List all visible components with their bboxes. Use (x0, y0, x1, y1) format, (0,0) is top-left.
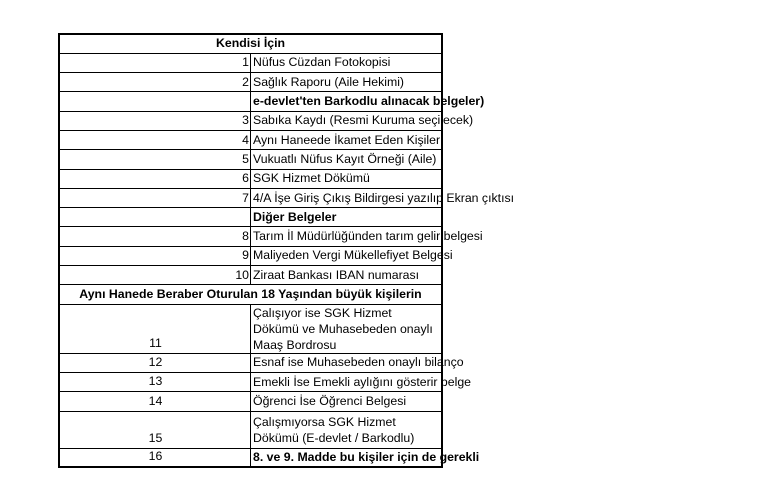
row-text: Çalışmıyorsa SGK Hizmet Dökümü (E-devlet / Barkodlu) (251, 411, 443, 448)
row-number-empty (59, 208, 251, 227)
row-text: Esnaf ise Muhasebeden onaylı bilanço (251, 353, 443, 372)
table-title: Kendisi İçin (59, 34, 442, 53)
table-row (59, 53, 442, 72)
row-text: 8. ve 9. Madde bu kişiler için de gerekli (251, 448, 443, 467)
row-number: 14 (59, 392, 251, 411)
section-header-household: Aynı Hanede Beraber Oturulan 18 Yaşından büyük kişilerin (59, 285, 442, 304)
table-row (59, 372, 442, 391)
row-number: 5 (59, 150, 251, 169)
table-row (59, 227, 442, 246)
table-row (59, 411, 442, 448)
row-number: 6 (59, 169, 251, 188)
row-text: Sağlık Raporu (Aile Hekimi) (251, 73, 443, 92)
row-text: Sabıka Kaydı (Resmi Kuruma seçilecek) (251, 111, 443, 130)
table-row (59, 392, 442, 411)
row-text: SGK Hizmet Dökümü (251, 169, 443, 188)
row-number: 7 (59, 188, 251, 207)
row-text: Öğrenci İse Öğrenci Belgesi (251, 392, 443, 411)
row-text: Maliyeden Vergi Mükellefiyet Belgesi (251, 246, 443, 265)
table-header-row (59, 34, 442, 53)
section-header-row (59, 285, 442, 304)
table-row (59, 73, 442, 92)
row-number: 13 (59, 372, 251, 391)
row-text: Tarım İl Müdürlüğünden tarım gelir belgesi (251, 227, 443, 246)
table-row (59, 246, 442, 265)
table-row (59, 353, 442, 372)
row-text: Aynı Haneede İkamet Eden Kişiler (251, 130, 443, 149)
table-row (59, 266, 442, 285)
table-row (59, 111, 442, 130)
row-text: Vukuatlı Nüfus Kayıt Örneği (Aile) (251, 150, 443, 169)
table-row (59, 130, 442, 149)
table-row (59, 304, 442, 353)
row-number: 11 (59, 304, 251, 353)
row-number: 9 (59, 246, 251, 265)
subheader-row (59, 208, 442, 227)
table-row (59, 150, 442, 169)
subheader-row (59, 92, 442, 111)
subheader-edevlet: e-devlet'ten Barkodlu alınacak belgeler) (251, 92, 443, 111)
table-row (59, 448, 442, 467)
row-text: Çalışıyor ise SGK Hizmet Dökümü ve Muhasebeden onaylı Maaş Bordrosu (251, 304, 443, 353)
row-text: Emekli İse Emekli aylığını gösterir belge (251, 372, 443, 391)
row-number-empty (59, 92, 251, 111)
row-number: 16 (59, 448, 251, 467)
row-text: Ziraat Bankası IBAN numarası (251, 266, 443, 285)
row-text: 4/A İşe Giriş Çıkış Bildirgesi yazılıp Ekran çıktısı (251, 188, 443, 207)
row-number: 4 (59, 130, 251, 149)
row-number: 8 (59, 227, 251, 246)
row-number: 2 (59, 73, 251, 92)
row-number: 15 (59, 411, 251, 448)
row-text: Nüfus Cüzdan Fotokopisi (251, 53, 443, 72)
subheader-other-documents: Diğer Belgeler (251, 208, 443, 227)
row-number: 1 (59, 53, 251, 72)
row-number: 12 (59, 353, 251, 372)
row-number: 10 (59, 266, 251, 285)
table-row (59, 188, 442, 207)
document-requirements-table (58, 33, 515, 468)
table-row (59, 169, 442, 188)
row-number: 3 (59, 111, 251, 130)
